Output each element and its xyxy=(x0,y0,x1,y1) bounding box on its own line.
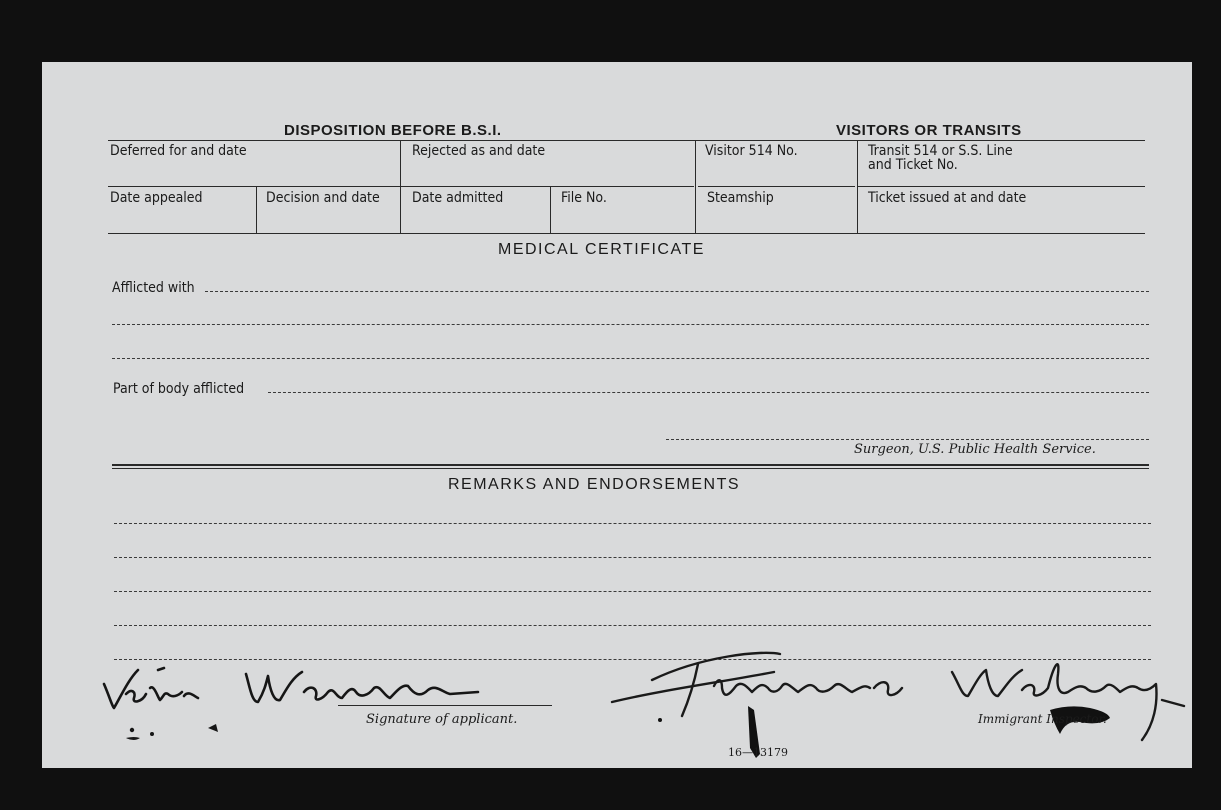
immigration-record-card xyxy=(42,62,1192,768)
remarks-line-3 xyxy=(114,591,1151,592)
surgeon-signature-line xyxy=(666,439,1149,440)
table-mid-rule-right xyxy=(857,186,1145,187)
form-number: 16—13179 xyxy=(728,746,788,759)
remarks-line-2 xyxy=(114,557,1151,558)
part-of-body-line xyxy=(268,392,1149,393)
medical-certificate-title: MEDICAL CERTIFICATE xyxy=(498,241,705,258)
table-mid-rule-left xyxy=(108,186,694,187)
table-mid-rule-center xyxy=(698,186,855,187)
disposition-header: DISPOSITION BEFORE B.S.I. xyxy=(284,122,502,139)
afflicted-with-line xyxy=(205,291,1149,292)
visitors-header: VISITORS OR TRANSITS xyxy=(836,122,1022,139)
part-of-body-label: Part of body afflicted xyxy=(113,381,245,397)
col-divider-2 xyxy=(695,140,696,233)
col-divider-3 xyxy=(857,140,858,233)
remarks-line-1 xyxy=(114,523,1151,524)
afflicted-line-3 xyxy=(112,358,1149,359)
remarks-line-4 xyxy=(114,625,1151,626)
table-top-rule xyxy=(108,140,1145,141)
inspector-signature xyxy=(602,644,1192,764)
double-rule-top xyxy=(112,464,1149,466)
afflicted-line-2 xyxy=(112,324,1149,325)
deferred-label: Deferred for and date xyxy=(110,143,247,159)
applicant-signature-line xyxy=(338,705,552,706)
inspector-signature-label: Immigrant Inspector. xyxy=(978,712,1107,726)
file-no-label: File No. xyxy=(561,190,607,206)
surgeon-label: Surgeon, U.S. Public Health Service. xyxy=(854,442,1096,457)
applicant-signature xyxy=(98,658,498,748)
applicant-signature-label: Signature of applicant. xyxy=(366,712,518,727)
double-rule-bottom xyxy=(112,468,1149,469)
rejected-label: Rejected as and date xyxy=(412,143,546,159)
ticket-issued-label: Ticket issued at and date xyxy=(868,190,1027,206)
remarks-title: REMARKS AND ENDORSEMENTS xyxy=(448,476,741,493)
visitor-514-label: Visitor 514 No. xyxy=(705,143,798,159)
date-admitted-label: Date admitted xyxy=(412,190,504,206)
decision-label: Decision and date xyxy=(266,190,380,206)
transit-label-line1: Transit 514 or S.S. Line xyxy=(868,143,1013,159)
transit-label-line2: and Ticket No. xyxy=(868,157,958,173)
col-divider-4 xyxy=(256,186,257,233)
col-divider-5 xyxy=(550,186,551,233)
afflicted-with-label: Afflicted with xyxy=(112,280,195,296)
table-bottom-rule xyxy=(108,233,1145,234)
col-divider-1 xyxy=(400,140,401,233)
date-appealed-label: Date appealed xyxy=(110,190,203,206)
steamship-label: Steamship xyxy=(707,190,774,206)
